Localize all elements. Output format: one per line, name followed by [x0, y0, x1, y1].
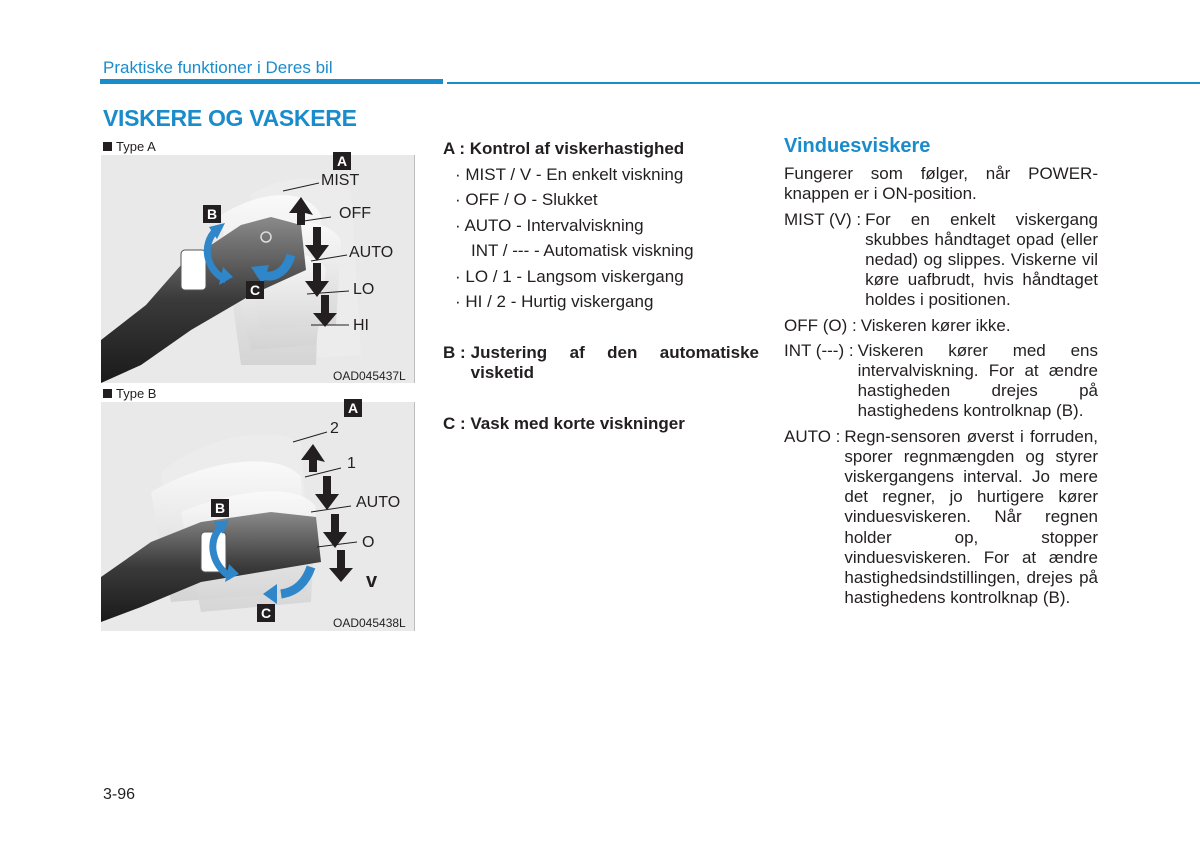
position-label: AUTO	[349, 244, 394, 261]
header-rule-thick	[100, 79, 443, 84]
definition-term: INT (---) :	[784, 340, 854, 360]
position-label: MIST	[321, 172, 360, 189]
control-a-item: · OFF / O - Slukket	[455, 190, 598, 209]
marker-c: C	[257, 604, 275, 622]
marker-b: B	[203, 205, 221, 223]
definition-row	[784, 341, 1098, 422]
wipers-title: Vinduesviskere	[784, 135, 931, 157]
control-a-item: · MIST / V - En enkelt viskning	[455, 164, 684, 184]
marker-a: A	[344, 399, 362, 417]
position-label: LO	[353, 281, 375, 298]
definition-term: AUTO :	[784, 426, 841, 446]
definition-term: OFF (O) :	[784, 315, 857, 335]
position-label: v	[366, 570, 378, 592]
position-label: AUTO	[356, 494, 401, 511]
definition-desc: Viskeren kører med ens intervalviskning. For at ændre hastigheden drejes på hastighedens kontrolknap (B).	[857, 340, 1098, 421]
definition-row	[784, 316, 1098, 336]
wiper-stalk-a-drawing	[101, 155, 414, 383]
control-b-prefix: B :	[443, 343, 466, 362]
breadcrumb: Praktiske funktioner i Deres bil	[103, 58, 333, 77]
definition-row	[784, 210, 1098, 311]
control-a-item: INT / --- - Automatisk viskning	[471, 241, 694, 260]
wipers-section	[784, 136, 1098, 608]
position-label: O	[362, 534, 375, 551]
position-label: HI	[353, 317, 369, 334]
wipers-intro: Fungerer som følger, når POWER-knappen er i ON-position.	[784, 164, 1098, 204]
definition-desc: Viskeren kører ikke.	[860, 315, 1011, 335]
position-label: OFF	[339, 205, 371, 222]
marker-b: B	[211, 499, 229, 517]
figure-b-code: OAD045438L	[333, 616, 406, 630]
marker-a: A	[333, 152, 351, 170]
figure-b-label: Type B	[103, 386, 156, 401]
figure-b-illustration	[101, 402, 415, 631]
position-label: 1	[347, 455, 356, 472]
marker-c: C	[246, 281, 264, 299]
controls-legend	[443, 136, 761, 315]
page-number: 3-96	[103, 786, 136, 803]
control-c-heading: C : Vask med korte viskninger	[443, 414, 685, 433]
control-a-heading: A : Kontrol af viskerhastighed	[443, 139, 685, 158]
figure-a-illustration	[101, 155, 415, 383]
control-b-text: Justering af den automatiske visketid	[470, 343, 759, 382]
wiper-stalk-b-drawing	[101, 402, 414, 631]
section-title: VISKERE OG VASKERE	[103, 105, 357, 131]
header-rule-thin	[447, 82, 1200, 84]
control-b-heading	[443, 343, 759, 383]
definition-term: MIST (V) :	[784, 209, 862, 229]
figure-a-code: OAD045437L	[333, 369, 406, 383]
definition-desc: For en enkelt viskergang skubbes håndtaget opad (eller nedad) og slippes. Viskerne vil køre uafbrudt, hvis håndtaget holdes i positionen.	[865, 209, 1098, 310]
control-a-item: · LO / 1 - Langsom viskergang	[455, 266, 684, 286]
definition-desc: Regn-sensoren øverst i forruden, sporer regnmængden og styrer viskergangens interval. Jo mere det regner, jo hurtigere kører vinduesviskeren. Når regnen holder op, stopper vinduesviskeren. For at ændre hastighedsindstillingen, drejes på hastighedens kontrolknap (B).	[844, 426, 1098, 608]
control-a-item: · AUTO - Intervalviskning	[455, 215, 644, 235]
definition-row	[784, 427, 1098, 609]
figure-a-label: Type A	[103, 139, 156, 154]
control-a-item: · HI / 2 - Hurtig viskergang	[455, 292, 654, 311]
position-label: 2	[330, 420, 339, 437]
